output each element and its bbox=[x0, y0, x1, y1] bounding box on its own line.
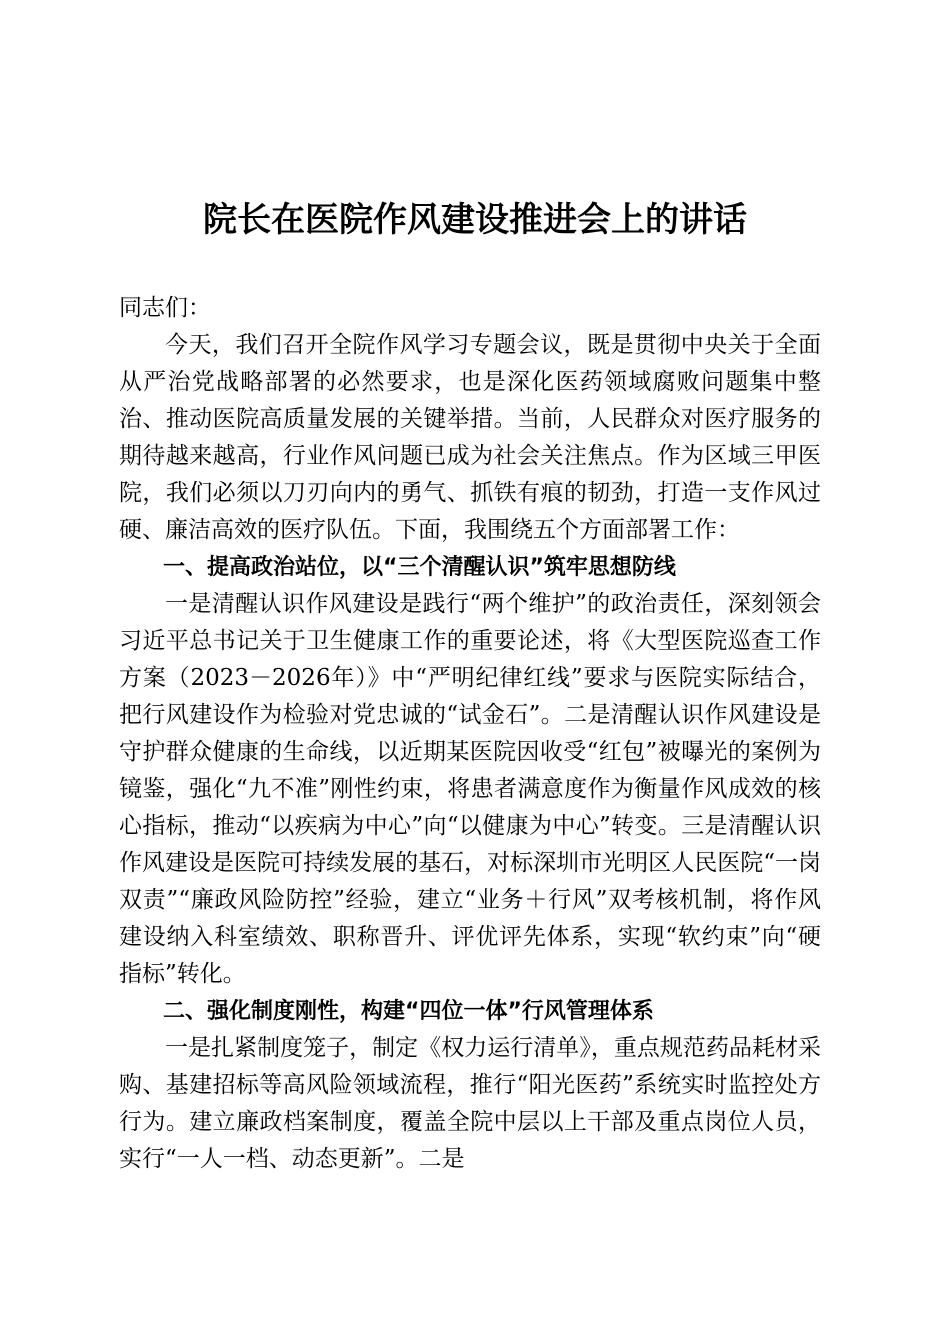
salutation: 同志们： bbox=[119, 295, 211, 321]
document-title: 院长在医院作风建设推进会上的讲话 bbox=[203, 200, 747, 240]
section-1-heading: 一、提高政治站位，以“三个清醒认识”筑牢思想防线 bbox=[163, 555, 676, 580]
section-2-heading: 二、强化制度刚性，构建“四位一体”行风管理体系 bbox=[163, 999, 654, 1024]
document-body bbox=[119, 290, 821, 1178]
section-1-paragraph: 一是清醒认识作风建设是践行“两个维护”的政治责任，深刻领会习近平总书记关于卫生健康工作的重要论述，将《大型医院巡查工作方案（2023－2026年）》中“严明纪律红线”要求与医院实际结合，把行风建设作为检验对党忠诚的“试金石”。二是清醒认识作风建设是守护群众健康的生命线，以近期某医院因收受“红包”被曝光的案例为镜鉴，强化“九不准”刚性约束，将患者满意度作为衡量作风成效的核心指标，推动“以疾病为中心”向“以健康为中心”转变。三是清醒认识作风建设是医院可持续发展的基石，对标深圳市光明区人民医院“一岗双责”“廉政风险防控”经验，建立“业务＋行风”双考核机制，将作风建设纳入科室绩效、职称晋升、评优评先体系，实现“软约束”向“硬指标”转化。 bbox=[119, 591, 821, 987]
section-2-paragraph: 一是扎紧制度笼子，制定《权力运行清单》，重点规范药品耗材采购、基建招标等高风险领域流程，推行“阳光医药”系统实时监控处方行为。建立廉政档案制度，覆盖全院中层以上干部及重点岗位人员，实行“一人一档、动态更新”。二是 bbox=[119, 1035, 821, 1172]
intro-paragraph: 今天，我们召开全院作风学习专题会议，既是贯彻中央关于全面从严治党战略部署的必然要求，也是深化医药领域腐败问题集中整治、推动医院高质量发展的关键举措。当前，人民群众对医疗服务的期待越来越高，行业作风问题已成为社会关注焦点。作为区域三甲医院，我们必须以刀刃向内的勇气、抓铁有痕的韧劲，打造一支作风过硬、廉洁高效的医疗队伍。下面，我围绕五个方面部署工作： bbox=[119, 332, 821, 543]
